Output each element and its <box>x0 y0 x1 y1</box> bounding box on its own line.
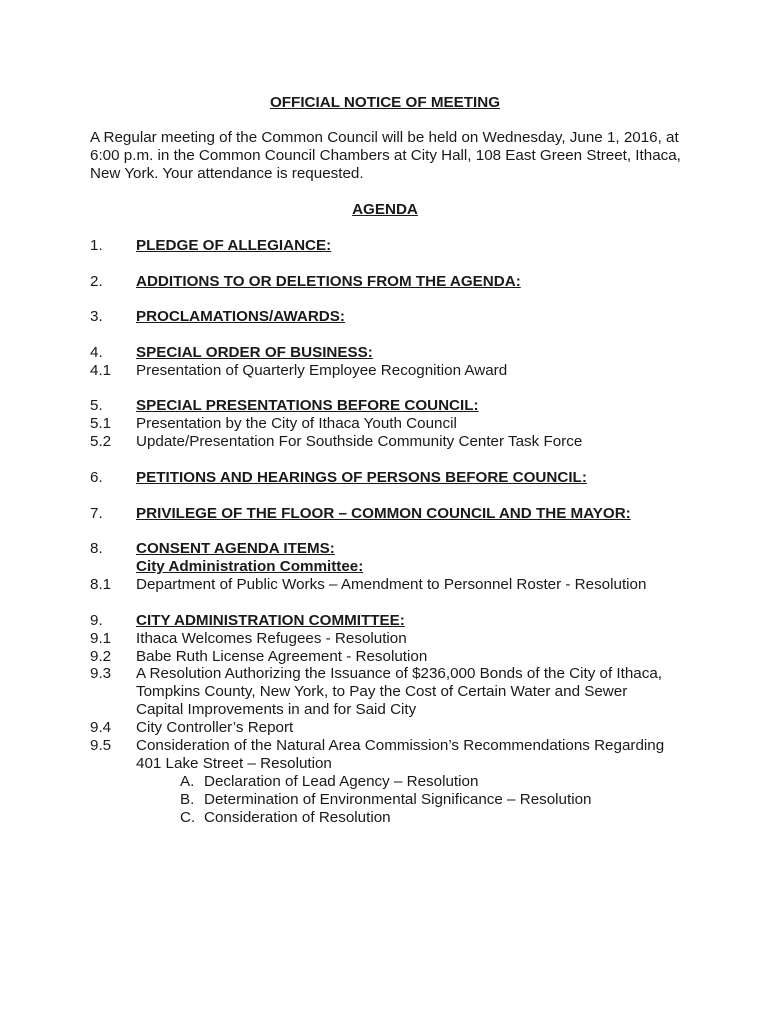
item-text: Tompkins County, New York, to Pay the Cost of Certain Water and Sewer <box>136 683 628 700</box>
sub-item-b <box>180 791 592 809</box>
intro-line: A Regular meeting of the Common Council will be held on Wednesday, June 1, 2016, at <box>90 129 679 146</box>
notice-title: OFFICIAL NOTICE OF MEETING <box>269 94 501 111</box>
item-subheading: City Administration Committee: <box>136 558 364 575</box>
item-text: Update/Presentation For Southside Community Center Task Force <box>136 433 583 450</box>
sub-item-text: Consideration of Resolution <box>204 809 391 826</box>
sub-item-letter: B. <box>180 791 195 808</box>
item-number: 4. <box>90 344 103 361</box>
item-number: 8.1 <box>90 576 112 593</box>
item-heading: ADDITIONS TO OR DELETIONS FROM THE AGENDA: <box>136 273 521 290</box>
item-heading: SPECIAL PRESENTATIONS BEFORE COUNCIL: <box>136 397 479 414</box>
item-number: 8. <box>90 540 103 557</box>
item-number: 5.1 <box>90 415 112 432</box>
item-number: 9.3 <box>90 665 112 682</box>
item-number: 4.1 <box>90 362 112 379</box>
item-number: 9.5 <box>90 737 112 754</box>
sub-item-text: Declaration of Lead Agency – Resolution <box>204 773 479 790</box>
item-text: Presentation of Quarterly Employee Recognition Award <box>136 362 508 379</box>
intro-line: 6:00 p.m. in the Common Council Chambers at City Hall, 108 East Green Street, Ithaca, <box>90 146 681 164</box>
item-text: City Controller’s Report <box>136 719 294 736</box>
item-heading: SPECIAL ORDER OF BUSINESS: <box>136 344 373 361</box>
item-text: 401 Lake Street – Resolution <box>136 755 332 772</box>
item-text: Ithaca Welcomes Refugees - Resolution <box>136 630 407 647</box>
item-heading: PLEDGE OF ALLEGIANCE: <box>136 237 332 254</box>
sub-item-text: Determination of Environmental Significance – Resolution <box>204 791 592 808</box>
intro-line: New York. Your attendance is requested. <box>90 164 364 182</box>
agenda-heading: AGENDA <box>352 201 418 218</box>
item-number: 2. <box>90 273 103 290</box>
item-text: Capital Improvements in and for Said City <box>136 701 417 718</box>
item-text: Presentation by the City of Ithaca Youth Council <box>136 415 457 432</box>
item-heading: PETITIONS AND HEARINGS OF PERSONS BEFORE COUNCIL: <box>136 469 587 486</box>
sub-item-letter: A. <box>180 773 195 790</box>
item-heading: CONSENT AGENDA ITEMS: <box>136 540 335 557</box>
item-number: 9. <box>90 612 103 629</box>
sub-item-letter: C. <box>180 809 196 826</box>
item-heading: PRIVILEGE OF THE FLOOR – COMMON COUNCIL AND THE MAYOR: <box>136 505 631 522</box>
item-number: 3. <box>90 308 103 325</box>
item-text: Consideration of the Natural Area Commission’s Recommendations Regarding <box>136 737 665 754</box>
item-number: 9.2 <box>90 648 112 665</box>
item-number: 5.2 <box>90 433 112 450</box>
item-number: 7. <box>90 505 103 522</box>
sub-item-a <box>180 773 478 791</box>
sub-item-c <box>180 809 391 827</box>
item-number: 1. <box>90 237 103 254</box>
item-heading: CITY ADMINISTRATION COMMITTEE: <box>136 612 405 629</box>
intro-paragraph <box>90 129 690 182</box>
item-number: 6. <box>90 469 103 486</box>
item-text: Babe Ruth License Agreement - Resolution <box>136 648 428 665</box>
item-number: 9.4 <box>90 719 112 736</box>
item-text: Department of Public Works – Amendment to Personnel Roster - Resolution <box>136 576 647 593</box>
item-number: 9.1 <box>90 630 112 647</box>
item-number: 5. <box>90 397 103 414</box>
item-heading: PROCLAMATIONS/AWARDS: <box>136 308 345 325</box>
item-text: A Resolution Authorizing the Issuance of $236,000 Bonds of the City of Ithaca, <box>136 665 662 682</box>
